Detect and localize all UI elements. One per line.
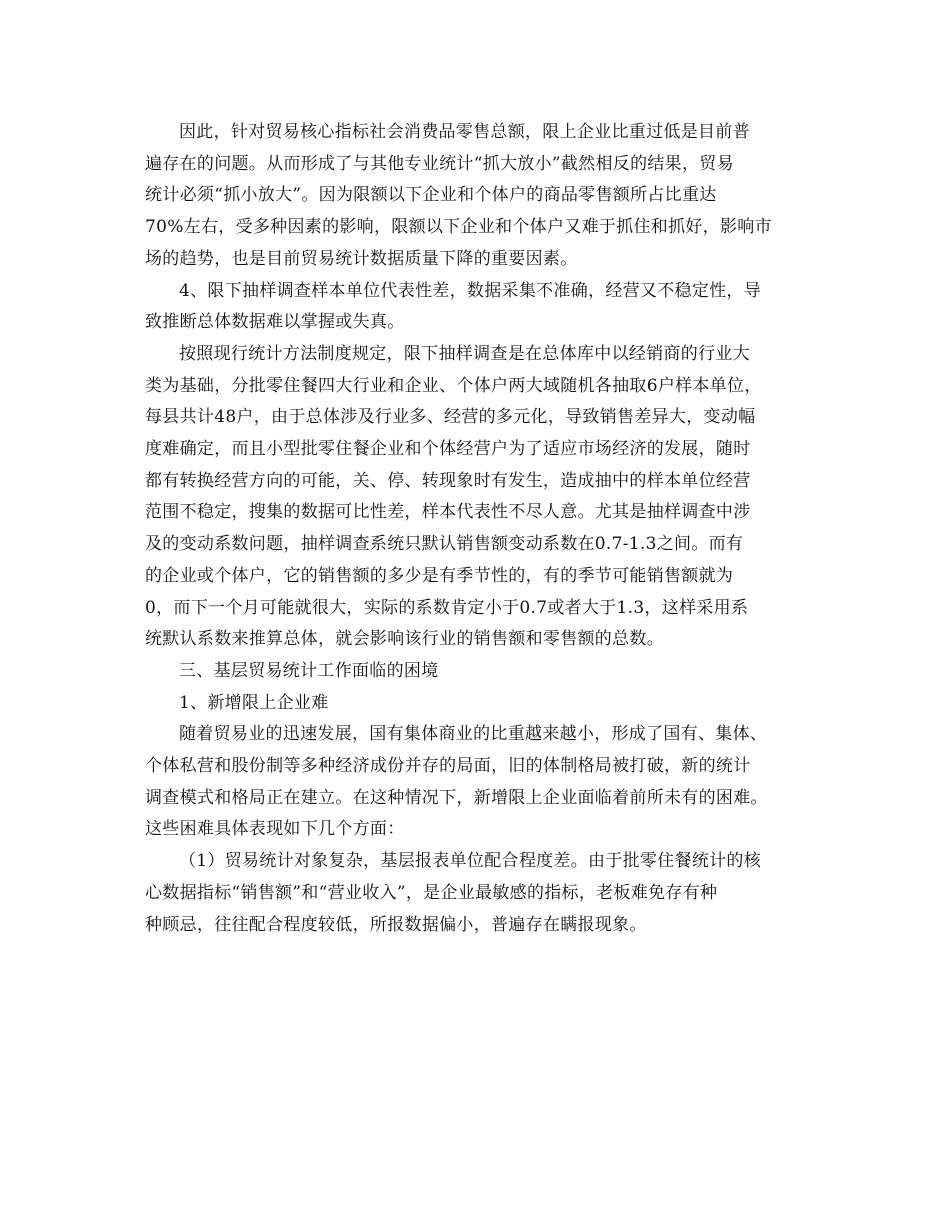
text-line: 范围不稳定，搜集的数据可比性差，样本代表性不尽人意。尤其是抽样调查中涉 (145, 502, 751, 523)
text-line: 因此，针对贸易核心指标社会消费品零售总额，限上企业比重过低是目前普 (179, 122, 750, 142)
text-line: 致推断总体数据难以掌握或失真。 (145, 312, 405, 333)
paragraph-trade-development (145, 719, 810, 846)
text-line: 每县共计48户，由于总体涉及行业多、经营的多元化，导致销售差异大，变动幅 (145, 407, 756, 428)
text-line: 1、新增限上企业难 (179, 692, 329, 713)
section-heading-3 (145, 656, 810, 688)
text-line: （1）贸易统计对象复杂，基层报表单位配合程度差。由于批零住餐统计的核 (179, 851, 762, 872)
text-line: 调查模式和格局正在建立。在这种情况下，新增限上企业面临着前所未有的困难。 (145, 787, 768, 808)
text-line: 个体私营和股份制等多种经济成份并存的局面，旧的体制格局被打破，新的统计 (145, 756, 751, 777)
text-line: 遍存在的问题。从而形成了与其他专业统计“抓大放小”截然相反的结果，贸易 (145, 153, 734, 174)
document-body (145, 117, 810, 941)
text-line: 0，而下一个月可能就很大，实际的系数肯定小于0.7或者大于1.3，这样采用系 (145, 597, 749, 618)
paragraph-item-1 (145, 846, 810, 941)
text-line: 场的趋势，也是目前贸易统计数据质量下降的重要因素。 (145, 248, 578, 269)
text-line: 按照现行统计方法制度规定，限下抽样调查是在总体库中以经销商的行业大 (179, 343, 750, 364)
text-line: 都有转换经营方向的可能，关、停、转现象时有发生，造成抽中的样本单位经营 (145, 470, 751, 491)
text-line: 种顾忌，往往配合程度较低，所报数据偏小，普遍存在瞒报现象。 (145, 914, 647, 935)
text-line: 随着贸易业的迅速发展，国有集体商业的比重越来越小，形成了国有、集体、 (179, 724, 768, 745)
text-line: 统计必须“抓小放大”。因为限额以下企业和个体户的商品零售额所占比重达 (145, 185, 717, 206)
paragraph-point-4-heading (145, 276, 810, 339)
text-line: 类为基础，分批零住餐四大行业和企业、个体户两大域随机各抽取6户样本单位， (145, 375, 762, 396)
text-line: 70%左右，受多种因素的影响，限额以下企业和个体户又难于抓住和抓好，影响市 (145, 217, 772, 238)
text-line: 度难确定，而且小型批零住餐企业和个体经营户为了适应市场经济的发展，随时 (145, 439, 751, 460)
text-line: 统默认系数来推算总体，就会影响该行业的销售额和零售额的总数。 (145, 629, 664, 650)
text-line: 及的变动系数问题，抽样调查系统只默认销售额变动系数在0.7-1.3之间。而有 (145, 534, 744, 555)
text-line: 4、限下抽样调查样本单位代表性差，数据采集不准确，经营又不稳定性，导 (179, 280, 762, 301)
paragraph-sampling-method (145, 339, 810, 656)
paragraph-trade-core-indicator (145, 117, 810, 276)
text-line: 的企业或个体户，它的销售额的多少是有季节性的，有的季节可能销售额就为 (145, 565, 734, 586)
text-line: 三、基层贸易统计工作面临的困境 (179, 660, 439, 681)
subsection-heading-1 (145, 688, 810, 720)
text-line: 这些困难具体表现如下几个方面： (145, 819, 405, 840)
text-line: 心数据指标“销售额”和“营业收入”，是企业最敏感的指标，老板难免存有种 (145, 882, 718, 903)
